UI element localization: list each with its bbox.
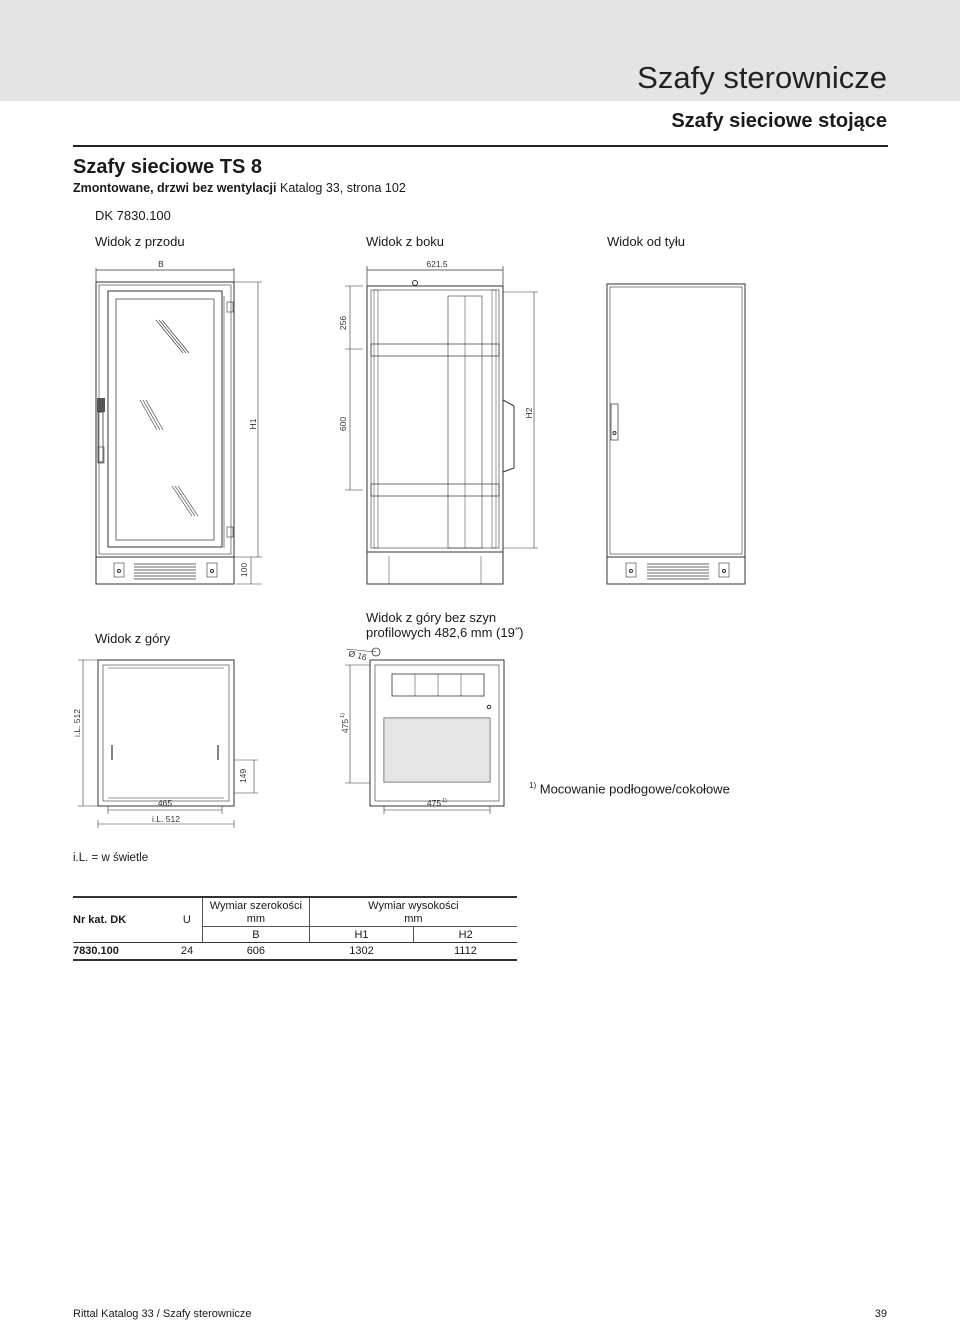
dim-phi16: Ø 16 <box>347 648 368 663</box>
side-view-drawing <box>345 266 538 584</box>
subheader-H1: H1 <box>309 927 414 943</box>
cell-nr: 7830.100 <box>73 943 172 961</box>
subtitle-rest: Katalog 33, strona 102 <box>276 181 406 195</box>
back-view-drawing <box>607 284 745 584</box>
footnote-mark: 1) <box>529 781 537 790</box>
subheader-H2: H2 <box>414 927 517 943</box>
label-side-view: Widok z boku <box>366 234 445 249</box>
table-header-row <box>73 897 517 927</box>
header-width-line1: Wymiar szerokości <box>209 900 302 912</box>
page-sub-title: Szafy sieciowe stojące <box>671 110 887 132</box>
footnote <box>529 781 730 796</box>
cell-h2: 1112 <box>414 943 517 961</box>
dim-475-horizontal: 475 <box>426 798 442 808</box>
dim-100: 100 <box>239 562 249 578</box>
dim-600: 600 <box>338 416 348 432</box>
il-legend: i.L. = w świetle <box>73 852 149 864</box>
dim-B: B <box>158 259 164 269</box>
top-view-no-rails-drawing <box>345 648 504 814</box>
dim-il512-vertical: i.L. 512 <box>72 709 82 737</box>
header-height <box>309 897 517 927</box>
section-title: Szafy sieciowe TS 8 <box>73 156 262 178</box>
subtitle-bold: Zmontowane, drzwi bez wentylacji <box>73 181 277 195</box>
dim-621-5: 621.5 <box>426 259 448 269</box>
spec-table <box>73 896 517 961</box>
label-front-view: Widok z przodu <box>95 234 185 249</box>
header-height-line1: Wymiar wysokości <box>368 900 459 912</box>
label-top-view: Widok z góry <box>95 631 171 646</box>
header-width-line2: mm <box>246 913 266 925</box>
cell-b: 606 <box>203 943 310 961</box>
page-number: 39 <box>874 1308 887 1320</box>
dim-475-vertical-value: 475 <box>340 718 350 734</box>
dim-475-horizontal-sup: 1) <box>442 798 447 804</box>
header-nr-kat: Nr kat. DK <box>73 897 172 943</box>
header-u: U <box>172 897 203 943</box>
dim-475-vertical <box>340 713 350 733</box>
cell-u: 24 <box>172 943 203 961</box>
footer-catalog: Rittal Katalog 33 / Szafy sterownicze <box>73 1308 252 1320</box>
header-height-line2: mm <box>404 913 423 925</box>
label-top-view-no-rails-2: profilowych 482,6 mm (19˝) <box>366 625 524 640</box>
dim-475-vertical-sup: 1) <box>340 713 346 718</box>
dim-465: 465 <box>157 798 173 808</box>
dim-il512-horizontal: i.L. 512 <box>152 814 180 824</box>
label-top-view-no-rails-1: Widok z góry bez szyn <box>366 610 497 625</box>
header-width <box>203 897 310 927</box>
page-main-title: Szafy sterownicze <box>637 60 887 95</box>
subheader-B: B <box>203 927 310 943</box>
dim-H2: H2 <box>524 407 534 419</box>
front-view-drawing <box>96 268 262 584</box>
dim-149: 149 <box>238 768 248 784</box>
footnote-text: Mocowanie podłogowe/cokołowe <box>536 781 730 797</box>
model-number: DK 7830.100 <box>95 208 171 223</box>
cell-h1: 1302 <box>309 943 414 961</box>
dim-256: 256 <box>338 315 348 331</box>
dim-H1: H1 <box>248 418 258 430</box>
label-back-view: Widok od tyłu <box>607 234 686 249</box>
table-row <box>73 943 517 961</box>
